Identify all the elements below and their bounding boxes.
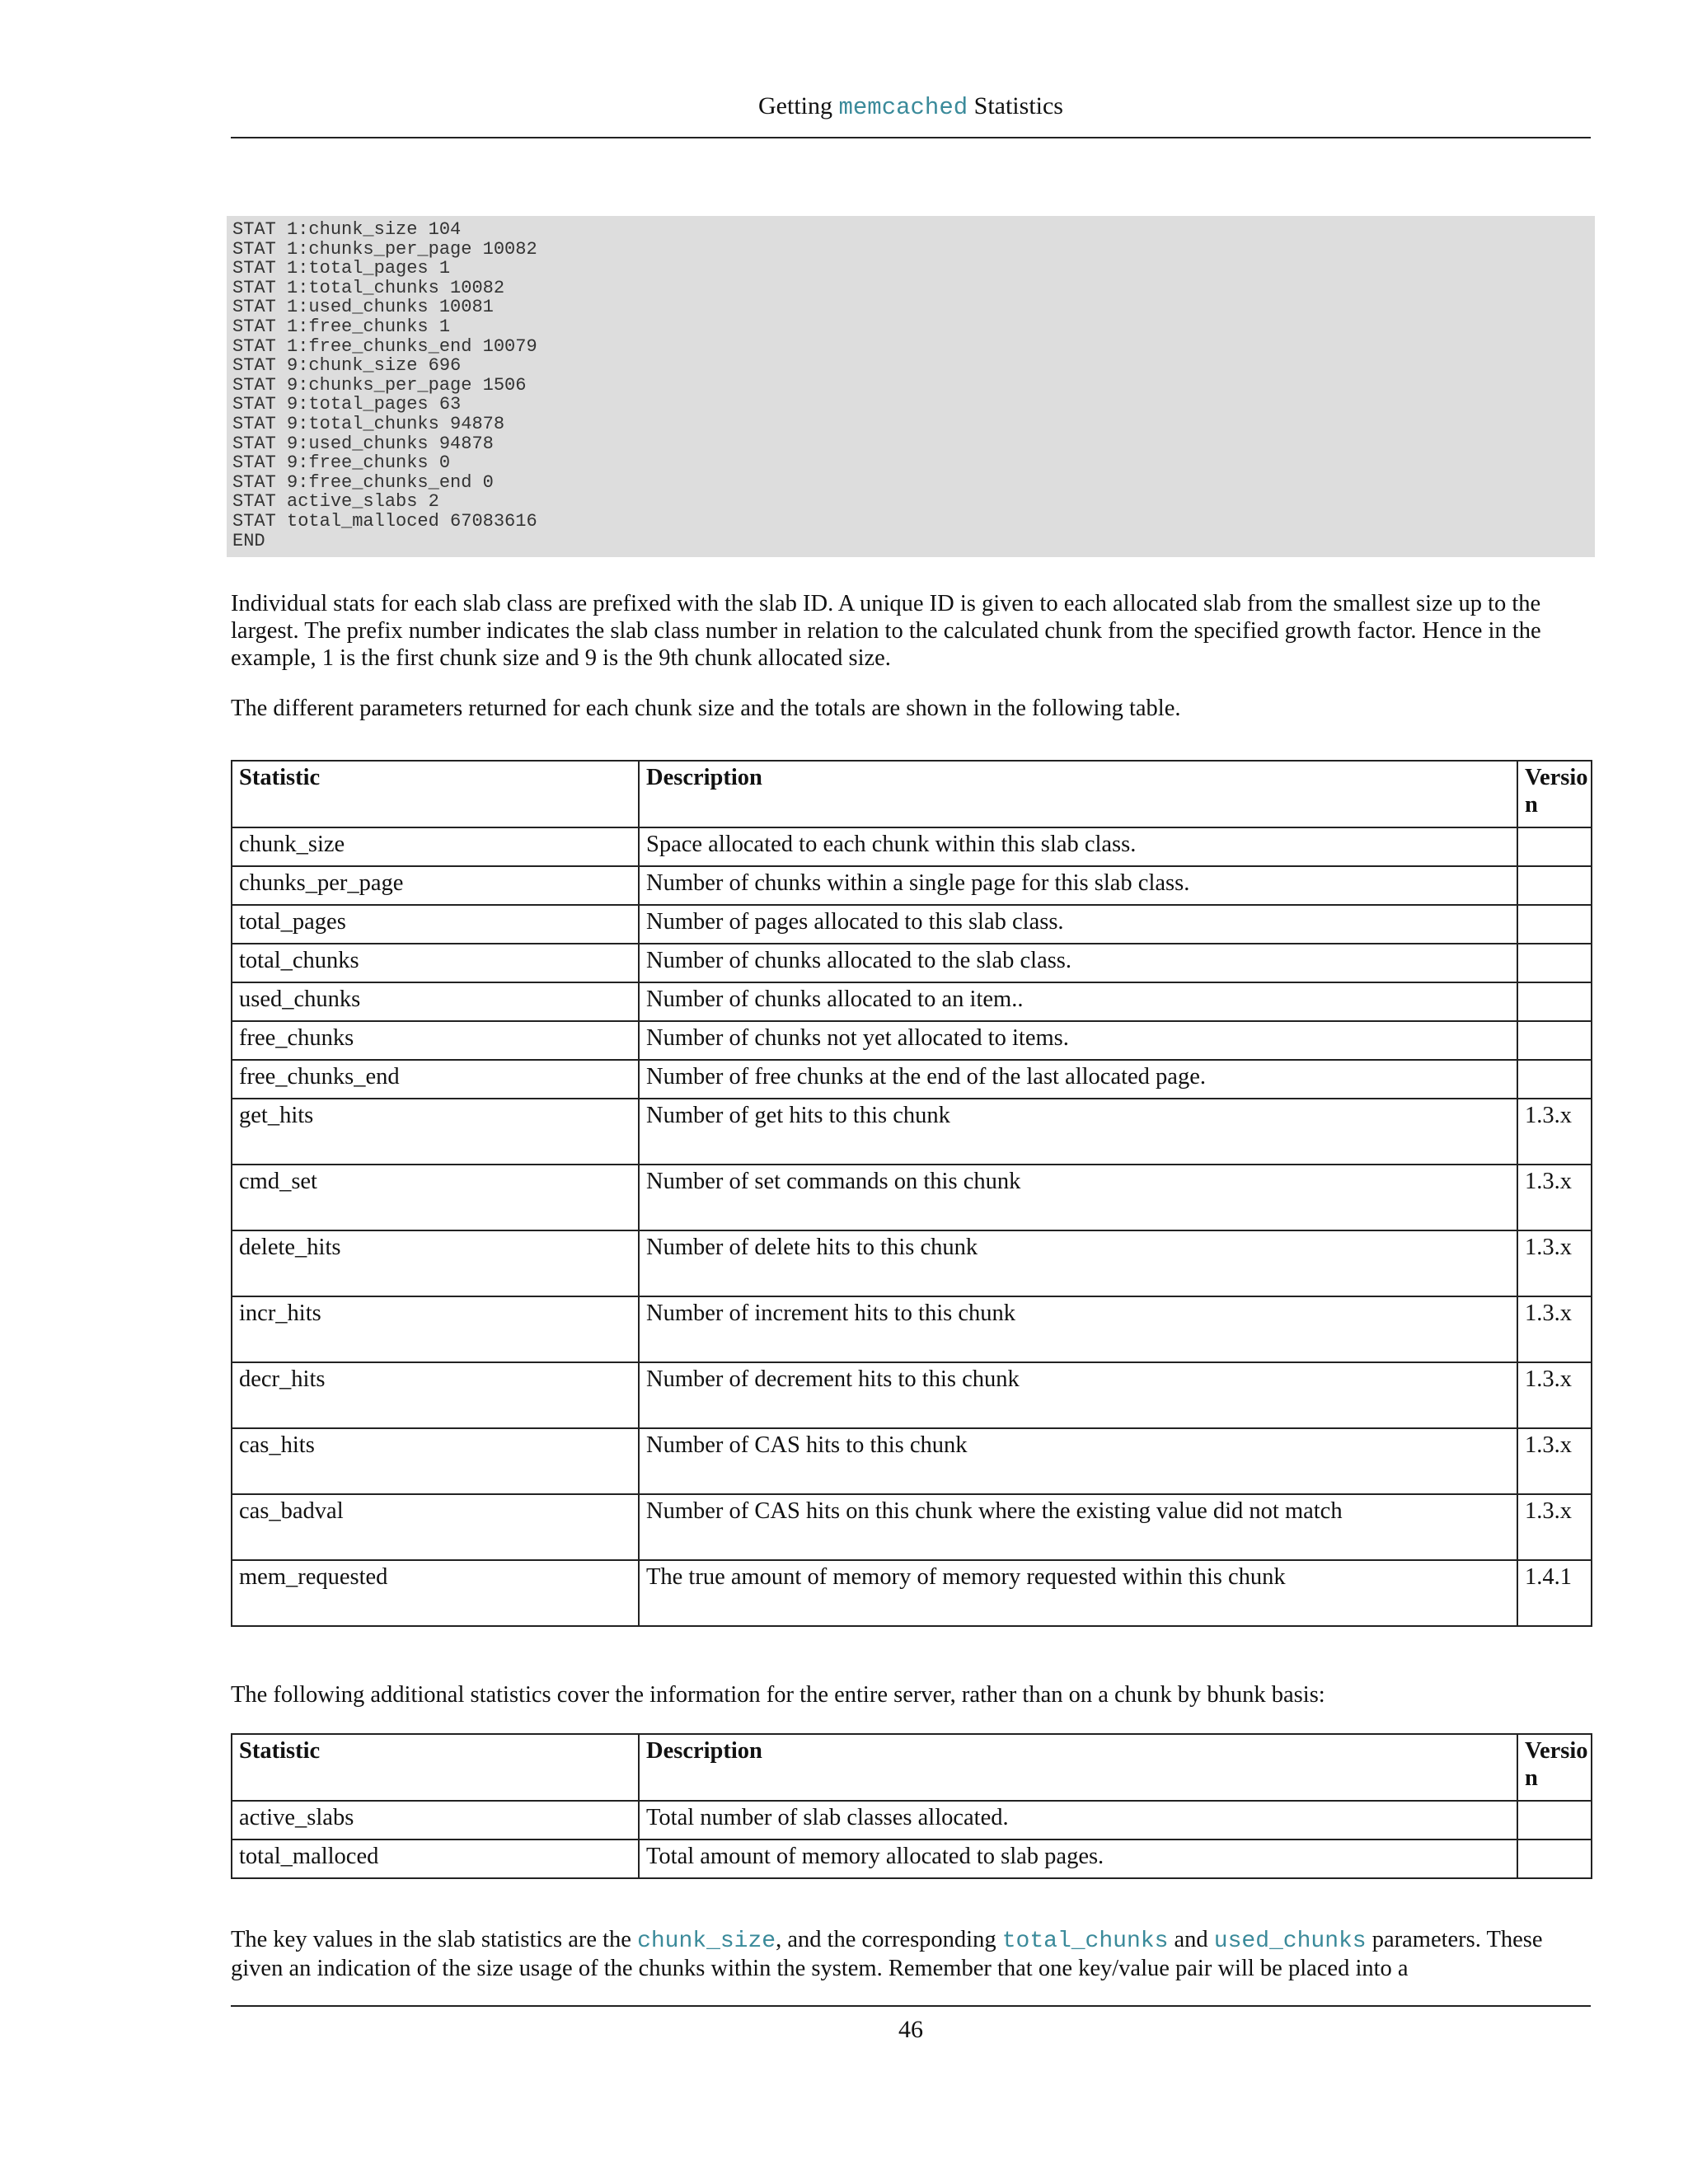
cell-description: Number of chunks not yet allocated to items.: [639, 1021, 1517, 1060]
code-line: STAT total_malloced 67083616: [232, 510, 537, 532]
code-line: STAT 1:total_pages 1: [232, 258, 451, 279]
table-header-row: [232, 1734, 1592, 1801]
text-run: , and the corresponding: [776, 1927, 1002, 1952]
header-title-code: memcached: [838, 94, 968, 121]
cell-statistic: cas_badval: [232, 1494, 639, 1560]
cell-description: Number of delete hits to this chunk: [639, 1230, 1517, 1296]
column-header-description: Description: [639, 1734, 1517, 1801]
code-line: STAT 9:chunks_per_page 1506: [232, 374, 527, 396]
text-run: The key values in the slab statistics are the: [231, 1927, 638, 1952]
cell-description: Total amount of memory allocated to slab pages.: [639, 1840, 1517, 1878]
page-header: [231, 92, 1591, 121]
cell-version: 1.3.x: [1517, 1428, 1592, 1494]
cell-statistic: chunk_size: [232, 827, 639, 866]
cell-statistic: chunks_per_page: [232, 866, 639, 905]
header-rule: [231, 137, 1591, 138]
cell-statistic: cmd_set: [232, 1165, 639, 1230]
code-line: STAT 1:free_chunks 1: [232, 316, 451, 337]
cell-statistic: free_chunks_end: [232, 1060, 639, 1099]
table-row: [232, 1099, 1592, 1165]
cell-description: Number of chunks allocated to an item..: [639, 982, 1517, 1021]
table-row: [232, 1021, 1592, 1060]
table-row: [232, 982, 1592, 1021]
cell-statistic: total_malloced: [232, 1840, 639, 1878]
cell-version: 1.4.1: [1517, 1560, 1592, 1626]
cell-description: The true amount of memory of memory requested within this chunk: [639, 1560, 1517, 1626]
code-line: END: [232, 530, 265, 551]
table-row: [232, 1428, 1592, 1494]
table-row: [232, 905, 1592, 944]
cell-statistic: total_chunks: [232, 944, 639, 982]
table-row: [232, 827, 1592, 866]
cell-statistic: used_chunks: [232, 982, 639, 1021]
cell-description: Total number of slab classes allocated.: [639, 1801, 1517, 1840]
cell-description: Number of chunks within a single page for this slab class.: [639, 866, 1517, 905]
code-total-chunks: total_chunks: [1001, 1929, 1169, 1954]
server-stats-table: [231, 1733, 1592, 1879]
header-title-prefix: Getting: [758, 92, 839, 120]
cell-version: 1.3.x: [1517, 1230, 1592, 1296]
cell-description: Space allocated to each chunk within this slab class.: [639, 827, 1517, 866]
paragraph-server-stats-intro: The following additional statistics cover the information for the entire server, rather than on a chunk by bhunk basis:: [231, 1682, 1325, 1708]
table-row: [232, 1060, 1592, 1099]
cell-statistic: cas_hits: [232, 1428, 639, 1494]
table-row: [232, 866, 1592, 905]
cell-version: 1.3.x: [1517, 1494, 1592, 1560]
cell-version: [1517, 1840, 1592, 1878]
table-row: [232, 1230, 1592, 1296]
footer-rule: [231, 2005, 1591, 2007]
table-row: [232, 1362, 1592, 1428]
cell-version: 1.3.x: [1517, 1296, 1592, 1362]
code-used-chunks: used_chunks: [1213, 1929, 1367, 1954]
cell-version: 1.3.x: [1517, 1099, 1592, 1165]
cell-description: Number of set commands on this chunk: [639, 1165, 1517, 1230]
code-line: STAT 9:total_pages 63: [232, 394, 462, 415]
paragraph-key-values: [231, 1926, 1591, 1982]
code-line: STAT 9:chunk_size 696: [232, 355, 462, 377]
code-line: STAT 1:total_chunks 10082: [232, 277, 505, 298]
code-line: STAT 1:free_chunks_end 10079: [232, 335, 537, 357]
code-line: STAT 9:free_chunks 0: [232, 452, 451, 474]
cell-version: [1517, 1060, 1592, 1099]
cell-version: [1517, 1021, 1592, 1060]
text-run: parameters. These given an indication of the size usage of the chunks within the system. Remember that one key/value pair will be placed into a: [231, 1927, 1543, 1981]
text-run: and: [1168, 1927, 1214, 1952]
cell-statistic: active_slabs: [232, 1801, 639, 1840]
paragraph-table-intro: The different parameters returned for each chunk size and the totals are shown in the following table.: [231, 696, 1181, 721]
table-header-row: [232, 761, 1592, 827]
code-line: STAT 9:used_chunks 94878: [232, 433, 494, 454]
cell-description: Number of CAS hits to this chunk: [639, 1428, 1517, 1494]
cell-version: [1517, 866, 1592, 905]
cell-version: [1517, 944, 1592, 982]
column-header-version: Version: [1517, 761, 1592, 827]
cell-description: Number of get hits to this chunk: [639, 1099, 1517, 1165]
code-line: STAT active_slabs 2: [232, 491, 439, 513]
cell-description: Number of free chunks at the end of the last allocated page.: [639, 1060, 1517, 1099]
column-header-statistic: Statistic: [232, 1734, 639, 1801]
column-header-version: Version: [1517, 1734, 1592, 1801]
code-listing: [227, 216, 1595, 557]
cell-version: [1517, 982, 1592, 1021]
table-row: [232, 1296, 1592, 1362]
code-line: STAT 9:total_chunks 94878: [232, 413, 505, 434]
cell-version: 1.3.x: [1517, 1362, 1592, 1428]
code-line: STAT 9:free_chunks_end 0: [232, 471, 494, 493]
table-row: [232, 1560, 1592, 1626]
cell-version: [1517, 827, 1592, 866]
cell-statistic: decr_hits: [232, 1362, 639, 1428]
table-row: [232, 1165, 1592, 1230]
cell-statistic: incr_hits: [232, 1296, 639, 1362]
column-header-statistic: Statistic: [232, 761, 639, 827]
cell-description: Number of pages allocated to this slab class.: [639, 905, 1517, 944]
cell-description: Number of chunks allocated to the slab class.: [639, 944, 1517, 982]
cell-statistic: get_hits: [232, 1099, 639, 1165]
paragraph-slab-id: Individual stats for each slab class are prefixed with the slab ID. A unique ID is given to each allocated slab from the smallest size up to the largest. The prefix number indicates the slab class number in relation to the calculated chunk from the specified growth factor. Hence in the example, 1 is the first chunk size and 9 is the 9th chunk allocated size.: [231, 591, 1541, 671]
page-number: 46: [898, 2016, 923, 2043]
cell-version: 1.3.x: [1517, 1165, 1592, 1230]
column-header-description: Description: [639, 761, 1517, 827]
cell-statistic: total_pages: [232, 905, 639, 944]
cell-statistic: free_chunks: [232, 1021, 639, 1060]
cell-version: [1517, 1801, 1592, 1840]
table-row: [232, 1840, 1592, 1878]
code-line: STAT 1:chunk_size 104: [232, 219, 462, 240]
cell-statistic: mem_requested: [232, 1560, 639, 1626]
header-title-suffix: Statistics: [968, 92, 1063, 120]
table-row: [232, 1494, 1592, 1560]
code-line: STAT 1:used_chunks 10081: [232, 297, 494, 318]
table-row: [232, 1801, 1592, 1840]
cell-statistic: delete_hits: [232, 1230, 639, 1296]
cell-version: [1517, 905, 1592, 944]
chunk-stats-table: [231, 760, 1592, 1627]
cell-description: Number of decrement hits to this chunk: [639, 1362, 1517, 1428]
code-chunk-size: chunk_size: [637, 1929, 776, 1954]
cell-description: Number of increment hits to this chunk: [639, 1296, 1517, 1362]
table-row: [232, 944, 1592, 982]
cell-description: Number of CAS hits on this chunk where the existing value did not match: [639, 1494, 1517, 1560]
code-line: STAT 1:chunks_per_page 10082: [232, 238, 537, 260]
